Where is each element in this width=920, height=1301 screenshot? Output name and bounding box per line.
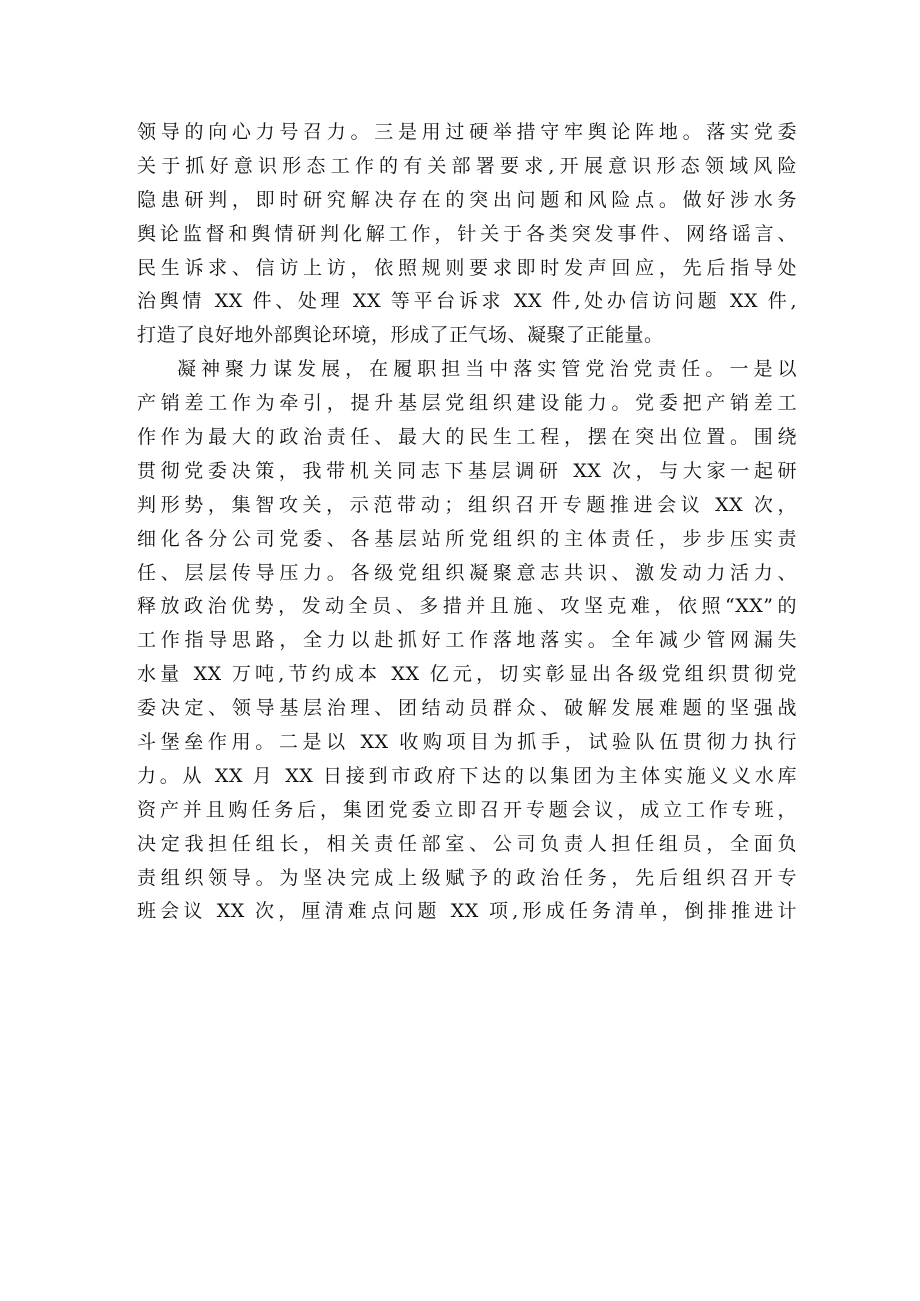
text-line: 关于抓好意识形态工作的有关部署要求,开展意识形态领域风险 [137,154,797,177]
text-line: 任、层层传导压力。各级党组织凝聚意志共识、激发动力活力、 [137,561,797,584]
text-line: 释放政治优势，发动全员、多措并且施、攻坚克难，依照“XX”的 [137,595,797,618]
text-line: 决定我担任组长，相关责任部室、公司负责人担任组员，全面负 [137,832,797,855]
text-line: 斗堡垒作用。二是以 XX 收购项目为抓手，试验队伍贯彻力执行 [137,731,797,754]
text-line: 贯彻党委决策，我带机关同志下基层调研 XX 次，与大家一起研 [137,459,797,482]
text-line: 细化各分公司党委、各基层站所党组织的主体责任，步步压实责 [137,527,797,550]
text-line: 民生诉求、信访上访，依照规则要求即时发声回应，先后指导处 [137,256,797,279]
text-line: 隐患研判，即时研究解决存在的突出问题和风险点。做好涉水务 [137,188,797,211]
text-line: 舆论监督和舆情研判化解工作，针关于各类突发事件、网络谣言、 [137,222,797,245]
text-line: 水量 XX 万吨,节约成本 XX 亿元，切实彰显出各级党组织贯彻党 [137,663,797,686]
text-line: 力。从 XX 月 XX 日接到市政府下达的以集团为主体实施义义水库 [137,764,797,787]
text-line: 领导的向心力号召力。三是用过硬举措守牢舆论阵地。落实党委 [137,121,797,143]
text-line: 委决定、领导基层治理、团结动员群众、破解发展难题的坚强战 [137,697,797,720]
paragraph [137,353,797,929]
text-line: 凝神聚力谋发展，在履职担当中落实管党治党责任。一是以 [177,358,797,381]
text-line: 资产并且购任务后，集团党委立即召开专题会议，成立工作专班， [137,798,797,821]
text-line: 责组织领导。为坚决完成上级赋予的政治任务，先后组织召开专 [137,866,797,889]
text-line: 工作指导思路，全力以赴抓好工作落地落实。全年减少管网漏失 [137,629,797,652]
paragraph [137,116,797,353]
text-line: 判形势，集智攻关，示范带动；组织召开专题推进会议 XX 次， [137,493,797,516]
text-line: 班会议 XX 次，厘清难点问题 XX 项,形成任务清单，倒排推进计 [137,900,797,923]
document-body [137,116,797,929]
text-line: 打造了良好地外部舆论环境，形成了正气场、凝聚了正能量。 [137,324,664,347]
text-line: 产销差工作为牵引，提升基层党组织建设能力。党委把产销差工 [137,392,797,415]
text-line: 治舆情 XX 件、处理 XX 等平台诉求 XX 件,处办信访问题 XX 件, [137,290,797,313]
text-line: 作作为最大的政治责任、最大的民生工程，摆在突出位置。围绕 [137,426,797,449]
